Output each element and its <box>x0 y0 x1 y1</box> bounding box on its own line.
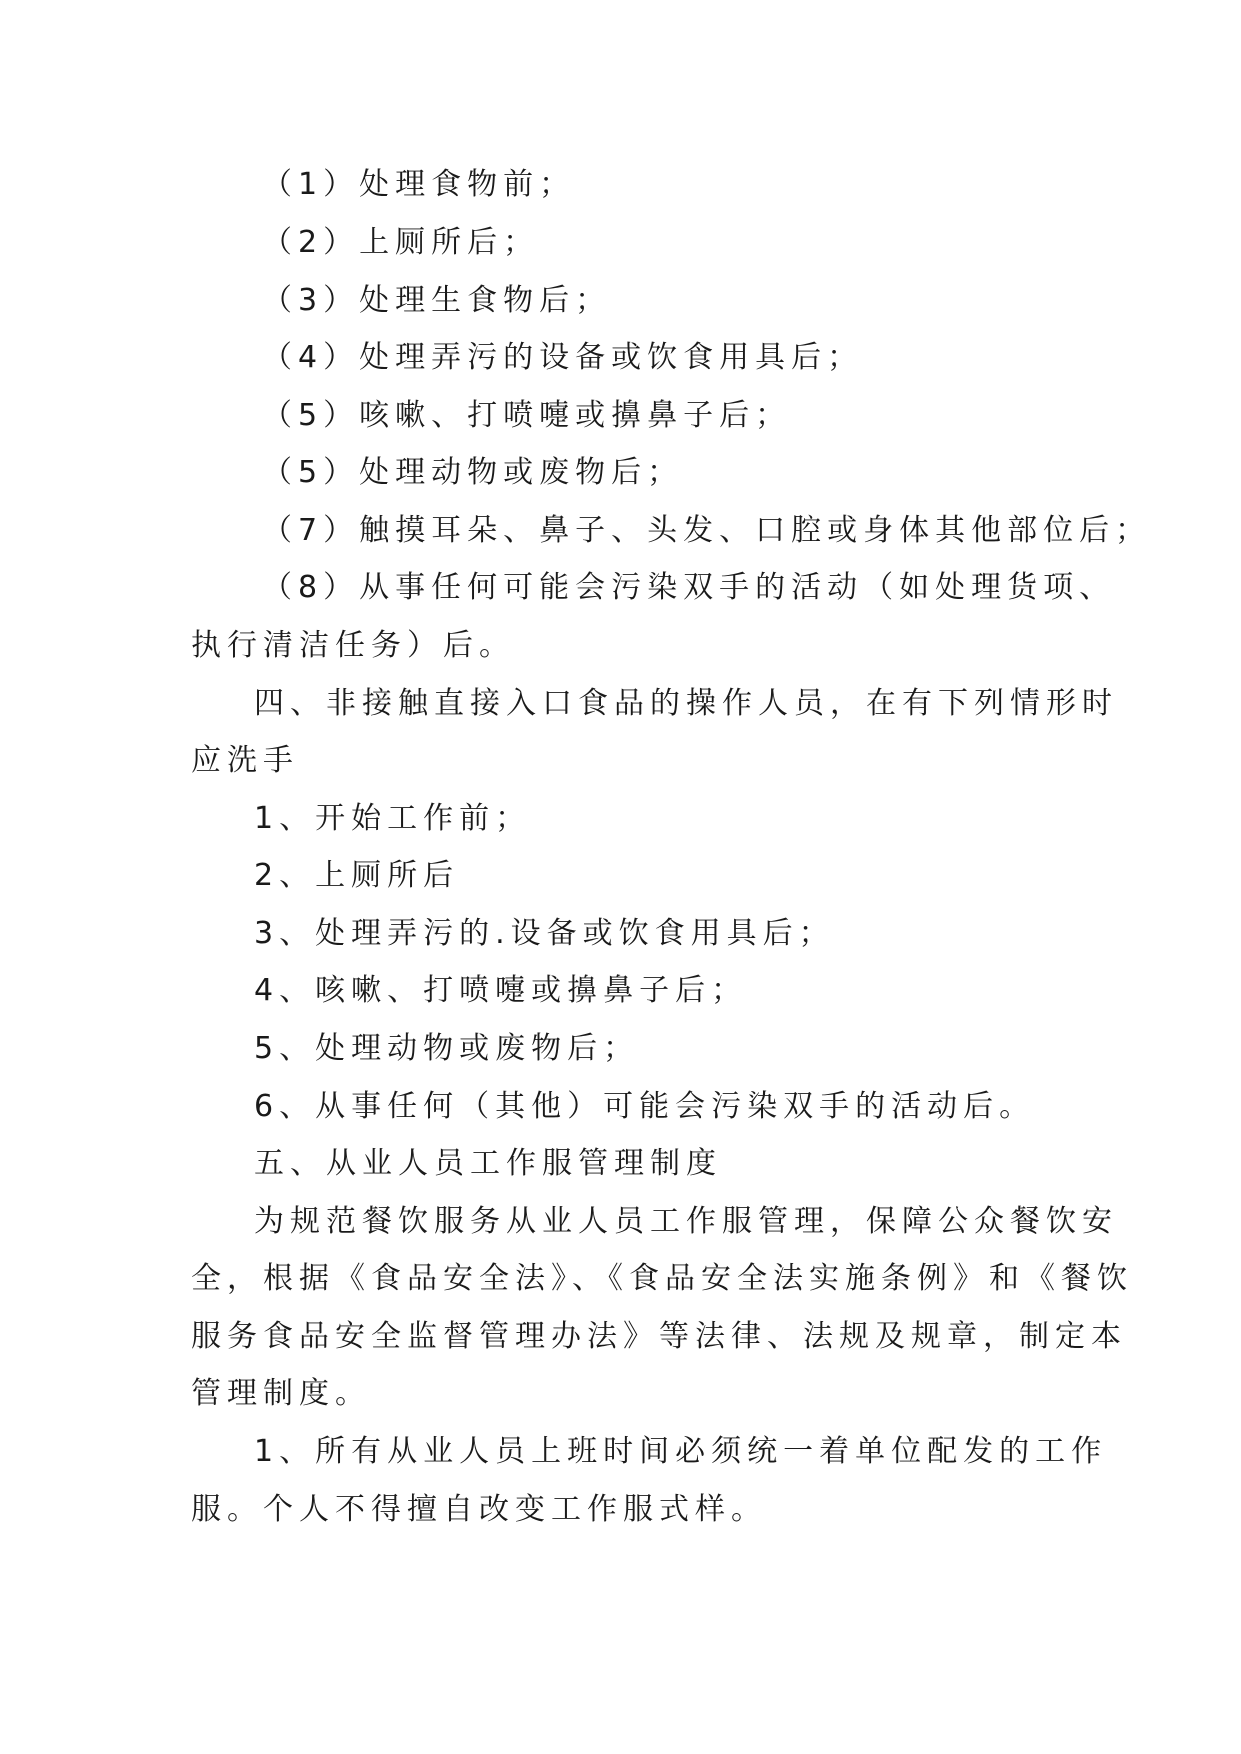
list-item-8-continued: 执行清洁任务）后。 <box>191 628 515 663</box>
list-item-8: （8）从事任何可能会污染双手的活动（如处理货项、 <box>262 570 1116 605</box>
section-4-item-1: 1、开始工作前； <box>254 801 532 836</box>
list-item-5: （5）咳嗽、打喷嚏或擤鼻子后； <box>262 398 792 433</box>
section-5-heading: 五、从业人员工作服管理制度 <box>254 1146 722 1181</box>
list-item-3: （3）处理生食物后； <box>262 283 612 318</box>
paragraph-line-4: 管理制度。 <box>191 1376 371 1411</box>
list-item-4: （4）处理弄污的设备或饮食用具后； <box>262 340 864 375</box>
section-4-item-3: 3、处理弄污的.设备或饮食用具后； <box>254 916 835 951</box>
section-4-heading: 四、非接触直接入口食品的操作人员，在有下列情形时 <box>254 686 1118 721</box>
section-4-item-4: 4、咳嗽、打喷嚏或擤鼻子后； <box>254 973 748 1008</box>
paragraph-line-2: 全，根据《食品安全法》、《食品安全法实施条例》和《餐饮 <box>191 1261 1133 1296</box>
section-4-item-5: 5、处理动物或废物后； <box>254 1031 640 1066</box>
list-item-1: （1）处理食物前； <box>262 167 576 202</box>
section-4-item-2: 2、上厕所后 <box>254 858 460 893</box>
section-4-heading-continued: 应洗手 <box>191 743 299 778</box>
paragraph-line-3: 服务食品安全监督管理办法》等法律、法规及规章，制定本 <box>191 1319 1127 1354</box>
list-item-6: （5）处理动物或废物后； <box>262 455 684 490</box>
section-4-item-6: 6、从事任何（其他）可能会污染双手的活动后。 <box>254 1089 1036 1124</box>
paragraph-line-1: 为规范餐饮服务从业人员工作服管理，保障公众餐饮安 <box>254 1204 1118 1239</box>
list-item-2: （2）上厕所后； <box>262 225 540 260</box>
rule-1-line-2: 服。个人不得擅自改变工作服式样。 <box>191 1492 767 1527</box>
list-item-7: （7）触摸耳朵、鼻子、头发、口腔或身体其他部位后； <box>262 513 1152 548</box>
rule-1-line-1: 1、所有从业人员上班时间必须统一着单位配发的工作 <box>254 1434 1108 1469</box>
